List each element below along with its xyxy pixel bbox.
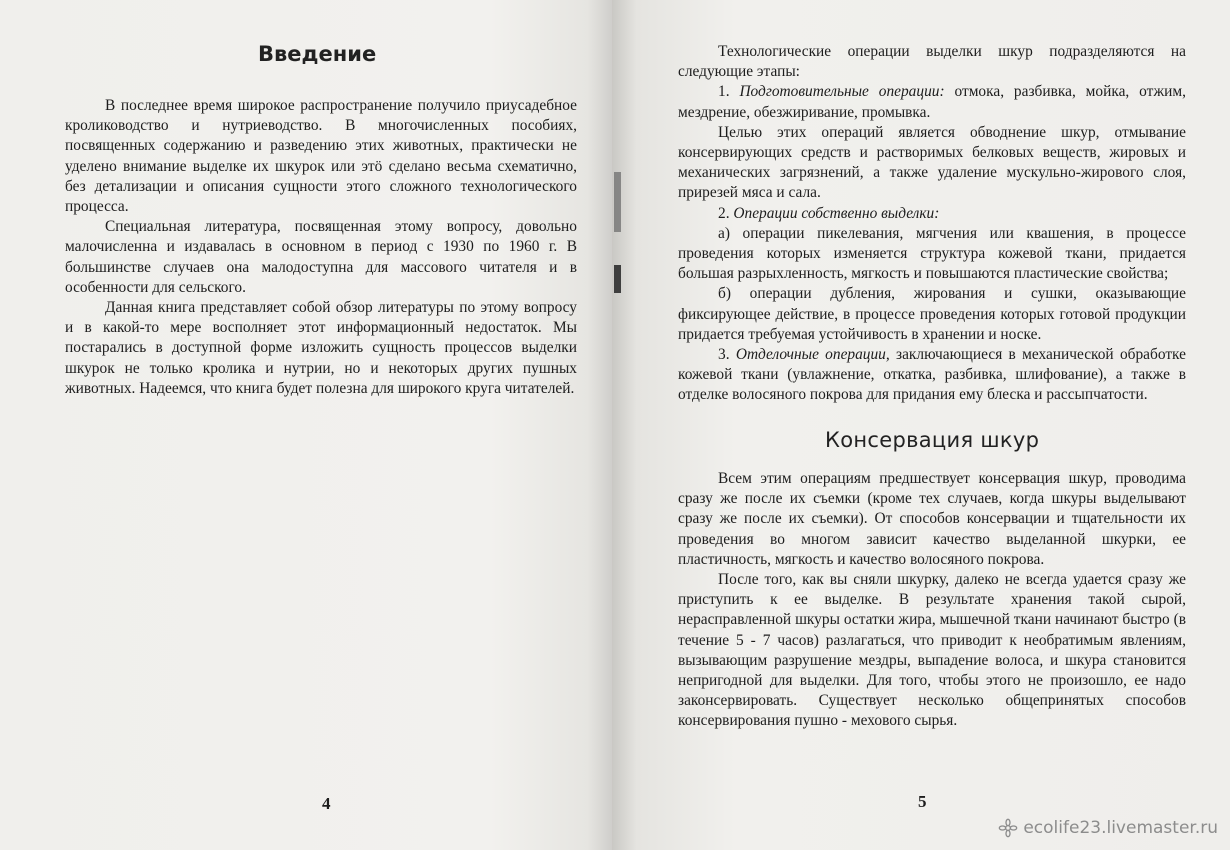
stage-number: 3.	[718, 346, 730, 364]
stage-2b: б) операции дубления, жирования и сушки, оказывающие фиксирующее действие, в процессе проведения которых готовой продукции придается требуемая устойчивость в хранении и носке.	[678, 285, 1186, 343]
flower-icon	[998, 818, 1018, 838]
stage-3	[678, 345, 1186, 406]
stage-number: 2.	[718, 204, 730, 222]
watermark-text: ecolife23.livemaster.ru	[1023, 818, 1218, 838]
intro-paragraph: В последнее время широкое распространение получило приусадебное кролиководство и нутриеводство. В многочисленных пособиях, посвященных содержанию и разведению этих животных, практически не уделено внимание выделке их шкурок или этö сделано весьма схематично, без детализации и описания сущности этого сложного технологического процесса.	[65, 97, 577, 216]
stage-1-goal: Целью этих операций является обводнение шкур, отмывание консервирующих средств и растворимых белковых веществ, жировых и механических загрязнений, а также удаление мускульно-жирового слоя, прирезей мяса и сала.	[678, 123, 1186, 202]
stage-number: 1.	[718, 83, 730, 101]
section-title-conservation: Консервация шкур	[825, 428, 1040, 452]
site-watermark	[998, 818, 1218, 838]
stage-2a: а) операции пикелевания, мягчения или квашения, в процессе проведения которых изменяется структура кожевой ткани, придается большая разрыхленность, мягкость и повышаются пластические свойства;	[678, 224, 1186, 283]
page-number-left: 4	[322, 794, 331, 813]
conservation-paragraph: Всем этим операциям предшествует консервация шкур, проводима сразу же после их съемки (кроме тех случаев, когда шкуры выделывают сразу же после их съемки). От способов консервации и тщательности их проведения во многом зависит качество выделанной шкурки, ее пластичность, мягкость и качество волосяного покрова.	[678, 470, 1186, 568]
page-title-intro: Введение	[258, 42, 377, 66]
stage-text: заключающиеся в механической обработке кожевой ткани (увлажнение, откатка, разбивка, шлифование), а также в отделке волосяного покрова для придания ему блеска и рассыпчатости.	[678, 346, 1186, 404]
stage-name: Отделочные операции,	[735, 346, 890, 364]
stage-1	[678, 82, 1186, 122]
gutter-mark	[614, 265, 621, 293]
gutter-shadow	[614, 172, 621, 232]
stage-name: Операции собственно выделки:	[733, 204, 940, 222]
page-number-right: 5	[918, 792, 927, 811]
stages-text	[678, 42, 1186, 406]
intro-text	[65, 96, 577, 399]
stages-intro: Технологические операции выделки шкур подразделяются на следующие этапы:	[678, 43, 1186, 81]
stage-2	[678, 204, 1186, 224]
conservation-paragraph: После того, как вы сняли шкурку, далеко не всегда удается сразу же приступить к ее выделке. В результате хранения такой сырой, нерасправленной шкуры остатки жира, мышечной ткани начинают быстро (в течение 5 - 7 часов) разлагаться, что приводит к необратимым явлениям, вызывающим разрушение мездры, выпадение волоса, и шкура становится непригодной для выделки. Для того, чтобы этого не произошло, ее надо законсервировать. Существует несколько общепринятых способов консервирования пушно - мехового сырья.	[678, 571, 1186, 730]
conservation-text	[678, 469, 1186, 732]
intro-paragraph: Специальная литература, посвященная этому вопросу, довольно малочисленна и издавалась в основном в период с 1930 по 1960 г. В большинстве случаев она малодоступна для массового читателя и в особенности для сельского.	[65, 218, 577, 296]
stage-text: отмока, разбивка, мойка, отжим, мездрение, обезжиривание, промывка.	[678, 83, 1186, 121]
stage-name: Подготовительные операции:	[739, 83, 945, 101]
intro-paragraph: Данная книга представляет собой обзор литературы по этому вопросу и в какой-то мере восполняет этот информационный недостаток. Мы постарались в доступной форме изложить сущность процессов выделки шкурок не только кролика и нутрии, но и некоторых других пушных животных. Надеемся, что книга будет полезна для широкого круга читателей.	[65, 299, 577, 397]
